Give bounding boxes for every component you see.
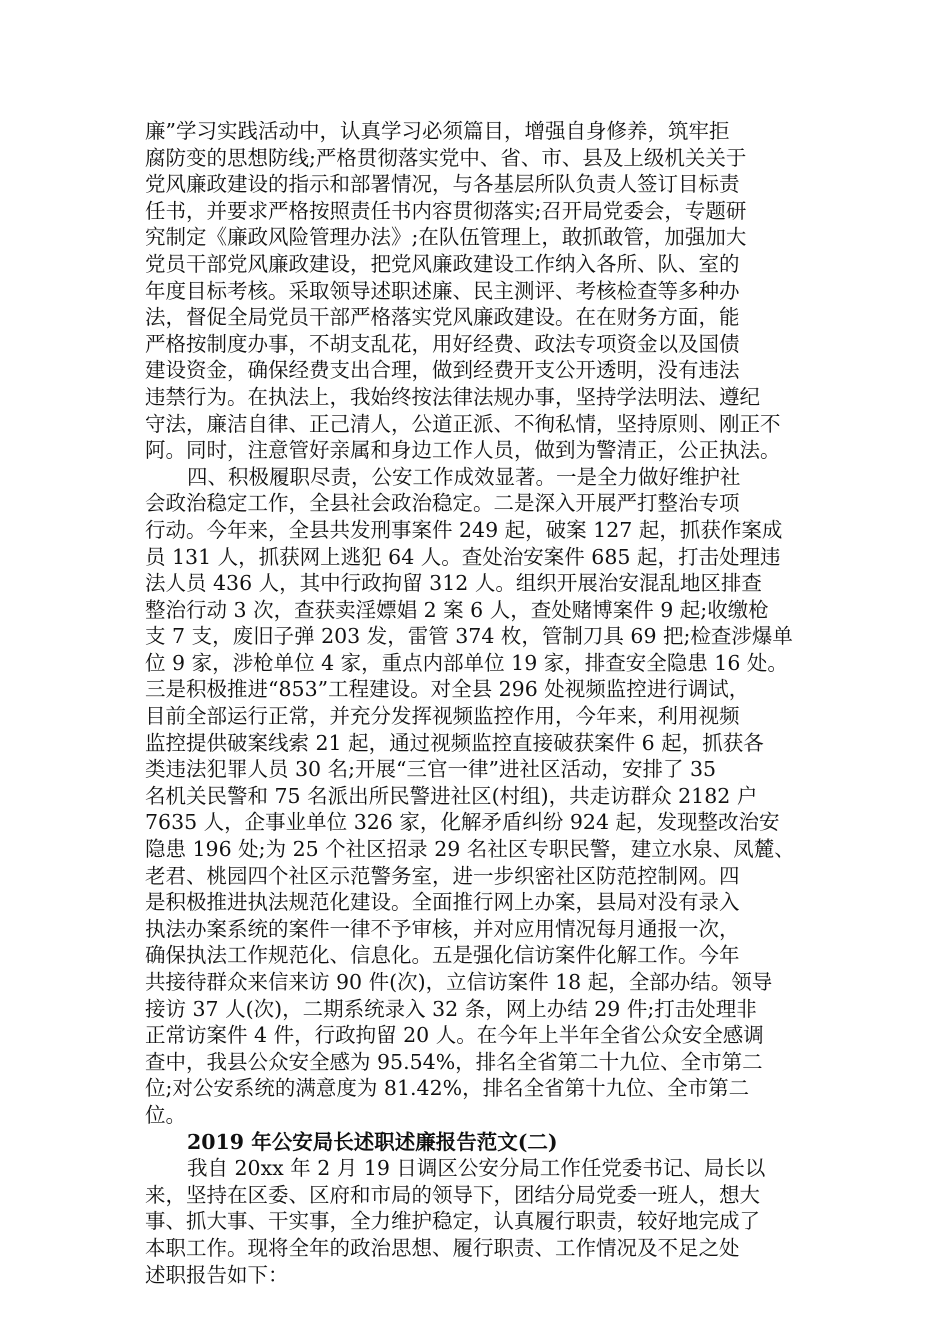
text-line: 共接待群众来信来访 90 件(次)，立信访案件 18 起，全部办结。领导 bbox=[145, 970, 773, 994]
text-line: 类违法犯罪人员 30 名;开展“三官一律”进社区活动，安排了 35 bbox=[145, 757, 717, 782]
text-line: 年度目标考核。采取领导述职述廉、民主测评、考核检查等多种办 bbox=[145, 278, 740, 303]
text-line: 正常访案件 4 件，行政拘留 20 人。在今年上半年全省公众安全感调 bbox=[145, 1023, 764, 1048]
text-line: 廉”学习实践活动中，认真学习必须篇目，增强自身修养，筑牢拒 bbox=[145, 119, 730, 143]
text-line: 严格按制度办事，不胡支乱花，用好经费、政法专项资金以及国债 bbox=[145, 331, 740, 356]
text-line: 党风廉政建设的指示和部署情况，与各基层所队负责人签订目标责 bbox=[145, 172, 740, 197]
document-page bbox=[145, 118, 805, 1288]
text-line: 员 131 人，抓获网上逃犯 64 人。查处治安案件 685 起，打击处理违 bbox=[145, 544, 781, 569]
text-line: 查中，我县公众安全感为 95.54%，排名全省第二十九位、全市第二 bbox=[145, 1049, 763, 1074]
text-line: 述职报告如下： bbox=[145, 1262, 289, 1287]
text-line: 目前全部运行正常，并充分发挥视频监控作用，今年来，利用视频 bbox=[145, 704, 740, 729]
text-line: 位;对公安系统的满意度为 81.42%，排名全省第十九位、全市第二 bbox=[145, 1076, 750, 1101]
text-line: 本职工作。现将全年的政治思想、履行职责、工作情况及不足之处 bbox=[145, 1235, 740, 1260]
text-line: 法人员 436 人，其中行政拘留 312 人。组织开展治安混乱地区排查 bbox=[145, 571, 762, 596]
text-line: 会政治稳定工作，全县社会政治稳定。二是深入开展严打整治专项 bbox=[145, 491, 740, 516]
text-line: 7635 人，企事业单位 326 家，化解矛盾纠纷 924 起，发现整改治安 bbox=[145, 810, 780, 835]
text-line: 执法办案系统的案件一律不予审核，并对应用情况每月通报一次， bbox=[145, 916, 740, 941]
text-line: 究制定《廉政风险管理办法》;在队伍管理上，敢抓敢管，加强加大 bbox=[145, 225, 747, 250]
text-line: 来，坚持在区委、区府和市局的领导下，团结分局党委一班人，想大 bbox=[145, 1182, 760, 1207]
text-line: 位。 bbox=[145, 1102, 186, 1127]
text-line: 守法，廉洁自律、正己清人，公道正派、不徇私情，坚持原则、刚正不 bbox=[145, 411, 781, 436]
text-line: 隐患 196 处;为 25 个社区招录 29 名社区专职民警，建立水泉、凤麓、 bbox=[145, 837, 795, 862]
text-line: 我自 20xx 年 2 月 19 日调区公安分局工作任党委书记、局长以 bbox=[187, 1156, 766, 1181]
text-line: 接访 37 人(次)，二期系统录入 32 条，网上办结 29 件;打击处理非 bbox=[145, 996, 757, 1021]
text-line: 建设资金，确保经费支出合理，做到经费开支公开透明，没有违法 bbox=[145, 358, 740, 383]
text-line: 整治行动 3 次，查获卖淫嫖娼 2 案 6 人，查处赌博案件 9 起;收缴枪 bbox=[145, 597, 769, 622]
text-line: 阿。同时，注意管好亲属和身边工作人员，做到为警清正，公正执法。 bbox=[145, 438, 781, 463]
text-line: 法，督促全局党员干部严格落实党风廉政建设。在在财务方面，能 bbox=[145, 305, 740, 330]
text-line: 任书，并要求严格按照责任书内容贯彻落实;召开局党委会，专题研 bbox=[145, 198, 747, 223]
text-line: 腐防变的思想防线;严格贯彻落实党中、省、市、县及上级机关关于 bbox=[145, 145, 747, 170]
text-line: 名机关民警和 75 名派出所民警进社区(村组)，共走访群众 2182 户 bbox=[145, 783, 758, 808]
text-line: 四、积极履职尽责，公安工作成效显著。一是全力做好维护社 bbox=[187, 464, 741, 489]
text-line: 位 9 家，涉枪单位 4 家，重点内部单位 19 家，排查安全隐患 16 处。 bbox=[145, 650, 788, 675]
text-line: 违禁行为。在执法上，我始终按法律法规办事，坚持学法明法、遵纪 bbox=[145, 384, 760, 409]
text-line: 事、抓大事、干实事，全力维护稳定，认真履行职责，较好地完成了 bbox=[145, 1209, 760, 1234]
text-line: 监控提供破案线索 21 起，通过视频监控直接破获案件 6 起，抓获各 bbox=[145, 730, 764, 755]
text-line: 支 7 支，废旧子弹 203 发，雷管 374 枚，管制刀具 69 把;检查涉爆单 bbox=[145, 624, 793, 649]
text-line: 是积极推进执法规范化建设。全面推行网上办案，县局对没有录入 bbox=[145, 890, 740, 915]
text-line: 党员干部党风廉政建设，把党风廉政建设工作纳入各所、队、室的 bbox=[145, 251, 740, 276]
text-line: 三是积极推进“853”工程建设。对全县 296 处视频监控进行调试， bbox=[145, 677, 750, 702]
text-line: 确保执法工作规范化、信息化。五是强化信访案件化解工作。今年 bbox=[145, 943, 740, 968]
text-line: 行动。今年来，全县共发刑事案件 249 起，破案 127 起，抓获作案成 bbox=[145, 517, 783, 542]
text-line: 老君、桃园四个社区示范警务室，进一步织密社区防范控制网。四 bbox=[145, 863, 740, 888]
section-heading: 2019 年公安局长述职述廉报告范文(二) bbox=[187, 1129, 558, 1154]
